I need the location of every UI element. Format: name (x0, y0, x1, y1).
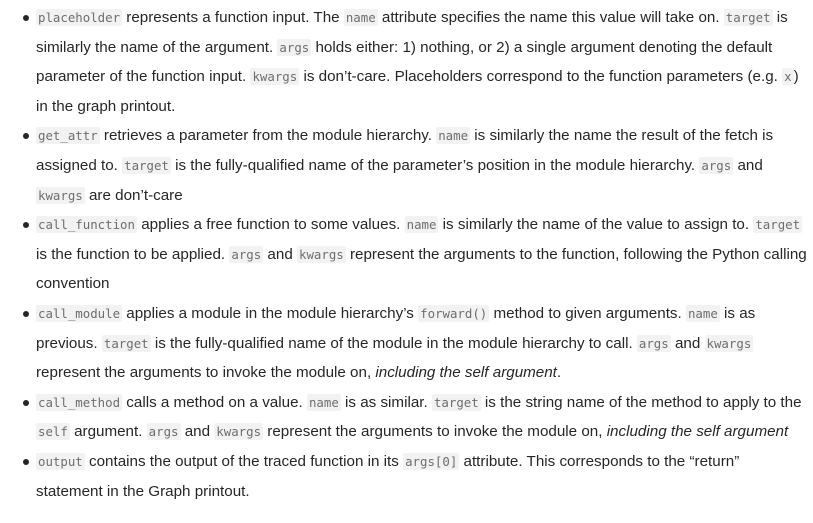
body-text: calls a method on a value. (122, 393, 307, 411)
inline-code: kwargs (298, 246, 344, 262)
body-text: is the function to be applied. (36, 245, 230, 263)
body-text: retrieves a parameter from the module hierarchy. (99, 127, 437, 145)
emphasis-text: including the self argument (606, 423, 789, 441)
body-text: argument. (69, 423, 147, 441)
inline-code: name (345, 10, 376, 25)
inline-code: target (725, 10, 771, 25)
body-text: applies a module in the module hierarchy’s (122, 304, 419, 322)
inline-code: x (784, 69, 792, 85)
body-text: represent the arguments to invoke the module on, (36, 364, 376, 382)
inline-code: kwargs (216, 424, 262, 440)
inline-code: args (279, 39, 310, 55)
list-item (36, 210, 813, 299)
body-text: . (556, 364, 562, 382)
inline-code: args (148, 424, 179, 440)
body-text: is similarly the name the result of the fetch is assigned to. (36, 127, 774, 174)
body-text: attribute specifies the name this value will take on. (377, 9, 724, 26)
inline-code: name (687, 305, 718, 321)
inline-code: name (308, 394, 339, 410)
body-text: and (180, 423, 215, 441)
body-text: and (670, 334, 705, 352)
inline-code: name (406, 217, 437, 233)
inline-code: args (701, 157, 732, 173)
list-item (36, 388, 813, 447)
inline-code: target (124, 157, 169, 173)
emphasis-text: including the self argument (375, 364, 557, 382)
body-text: applies a free function to some values. (136, 216, 405, 234)
inline-code: output (38, 453, 83, 469)
body-text: attribute. This corresponds to the “return” statement in the Graph printout. (36, 452, 740, 500)
body-text: is as previous. (36, 304, 756, 352)
body-text: is the string name of the method to apply to the (480, 393, 802, 411)
inline-code: args (231, 246, 262, 262)
list-item (36, 447, 813, 506)
inline-code: get_attr (38, 128, 98, 144)
body-text: is similarly the name of the argument. (36, 9, 788, 56)
body-text: is similarly the name of the value to assign to. (438, 216, 754, 234)
inline-code: kwargs (706, 335, 752, 351)
list-item (36, 121, 813, 210)
body-text: is the fully-qualified name of the module in the module hierarchy to call. (150, 334, 637, 352)
body-text: and (733, 156, 763, 174)
inline-code: kwargs (38, 187, 83, 203)
inline-code: call_module (38, 305, 121, 321)
body-text: represents a function input. The (122, 9, 344, 26)
body-text: is as similar. (340, 393, 432, 411)
body-text: ) in the graph printout. (36, 68, 799, 115)
inline-code: call_function (38, 217, 135, 233)
body-text: is don’t-care. Placeholders correspond to the function parameters (e.g. (299, 68, 783, 86)
inline-code: target (755, 217, 801, 233)
body-text: are don’t-care (84, 186, 183, 204)
body-text: method to given arguments. (489, 304, 686, 322)
inline-code: forward() (420, 305, 488, 321)
inline-code: target (103, 335, 149, 351)
list-item (36, 299, 813, 388)
body-text: represent the arguments to invoke the module on, (263, 423, 607, 441)
inline-code: self (38, 424, 68, 440)
inline-code: placeholder (38, 10, 121, 25)
body-text: holds either: 1) nothing, or 2) a single argument denoting the default parameter of the function input. (36, 38, 773, 86)
list-item (36, 3, 813, 121)
inline-code: args[0] (405, 453, 458, 469)
inline-code: args (638, 335, 669, 351)
body-text: is the fully-qualified name of the parameter’s position in the module hierarchy. (170, 156, 700, 174)
inline-code: kwargs (252, 69, 298, 85)
inline-code: name (438, 128, 469, 144)
body-text: represent the arguments to the function, following the Python calling convention (36, 245, 807, 293)
inline-code: call_method (38, 394, 121, 410)
body-text: and (263, 245, 297, 263)
inline-code: target (433, 394, 479, 410)
body-text: contains the output of the traced function in its (84, 452, 404, 470)
